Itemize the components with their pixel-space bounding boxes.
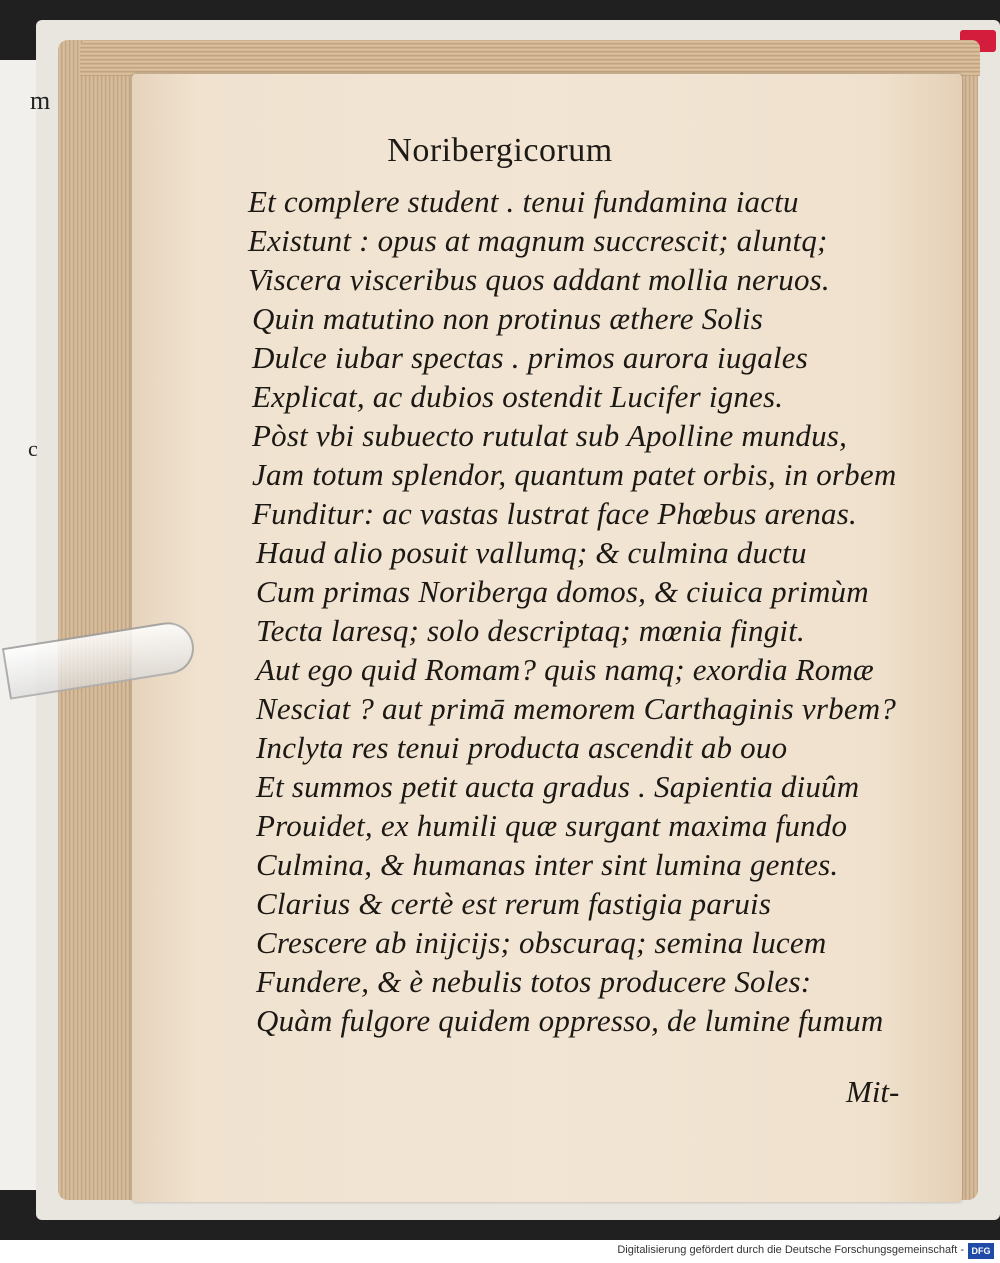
footer-bar [0,1240,1000,1263]
verse-line: Prouidet, ex humili quæ surgant maxima fundo [256,808,848,843]
verse-line: Pòst vbi subuecto rutulat sub Apolline mundus, [252,418,848,453]
verse-line: Existunt : opus at magnum succrescit; aluntq; [248,223,828,258]
verse-line: Et complere student . tenui fundamina iactu [248,184,799,219]
verse-line: Viscera visceribus quos addant mollia neruos. [248,262,830,297]
verse-line: Cum primas Noriberga domos, & ciuica primùm [256,574,869,609]
verse-line: Fundere, & è nebulis totos producere Soles: [256,964,812,999]
verse-line: Clarius & certè est rerum fastigia paruis [256,886,772,921]
verse-line: Crescere ab inijcijs; obscuraq; semina lucem [256,925,827,960]
verse-line: Aut ego quid Romam? quis namq; exordia Romæ [256,652,874,687]
facing-page-glyphs-2: c [28,436,38,461]
funding-note: Digitalisierung gefördert durch die Deutsche Forschungsgemeinschaft - [617,1244,964,1256]
catchword: Mit- [846,1074,900,1109]
verse-line: Jam totum splendor, quantum patet orbis, in orbem [252,457,897,492]
page-top-edges [80,40,980,76]
facing-page-sliver [0,60,36,1190]
verse-line: Explicat, ac dubios ostendit Lucifer ignes. [252,379,784,414]
verse-line: Inclyta res tenui producta ascendit ab ouo [256,730,788,765]
verse-line: Quàm fulgore quidem oppresso, de lumine fumum [256,1003,884,1038]
verse-line: Culmina, & humanas inter sint lumina gentes. [256,847,839,882]
facing-page-glyphs: m [30,86,51,115]
verse-line: Dulce iubar spectas . primos aurora iugales [252,340,808,375]
verse-line: Tecta laresq; solo descriptaq; mœnia fingit. [256,613,805,648]
dfg-logo-icon: DFG [968,1243,994,1259]
verse-line: Funditur: ac vastas lustrat face Phœbus arenas. [252,496,857,531]
running-head: Noribergicorum [387,132,613,169]
verse-line: Et summos petit aucta gradus . Sapientia diuûm [256,769,860,804]
verse-line: Haud alio posuit vallumq; & culmina ductu [256,535,807,570]
verse-line: Nesciat ? aut primā memorem Carthaginis vrbem? [256,691,897,726]
verse-line: Quin matutino non protinus æthere Solis [252,301,763,336]
